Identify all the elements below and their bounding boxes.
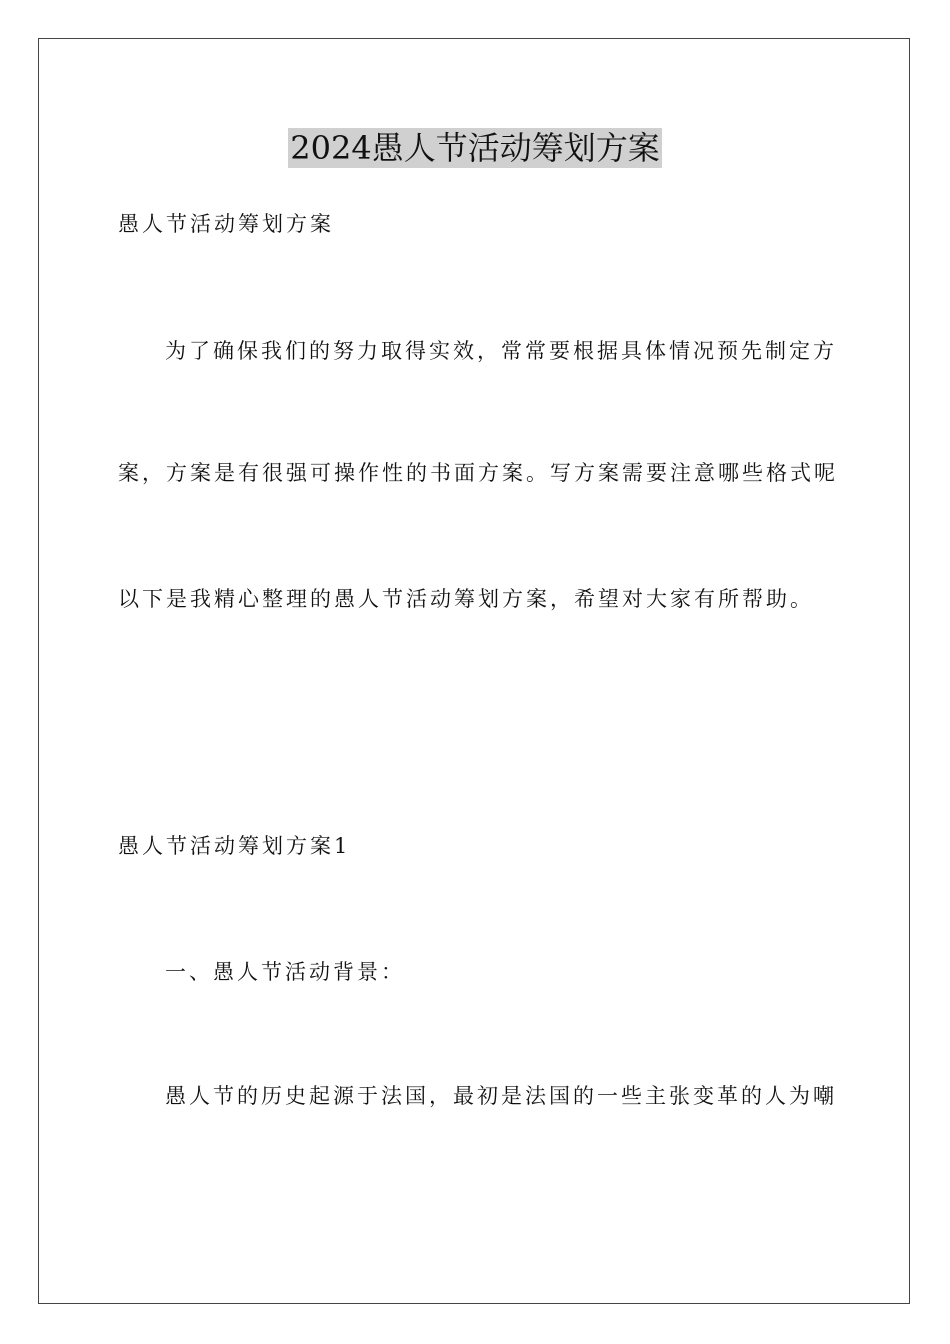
section-heading: 愚人节活动筹划方案1 (118, 834, 351, 858)
subsection-heading: 一、愚人节活动背景： (165, 960, 405, 984)
body-line: 愚人节的历史起源于法国，最初是法国的一些主张变革的人为嘲 (165, 1084, 837, 1108)
intro-line-3: 以下是我精心整理的愚人节活动筹划方案，希望对大家有所帮助。 (118, 587, 814, 611)
document-title: 2024愚人节活动筹划方案 (290, 129, 660, 167)
document-subtitle: 愚人节活动筹划方案 (118, 212, 334, 236)
intro-line-2: 案，方案是有很强可操作性的书面方案。写方案需要注意哪些格式呢 (118, 461, 838, 485)
title-container (0, 128, 950, 168)
intro-line-1: 为了确保我们的努力取得实效，常常要根据具体情况预先制定方 (165, 339, 837, 363)
